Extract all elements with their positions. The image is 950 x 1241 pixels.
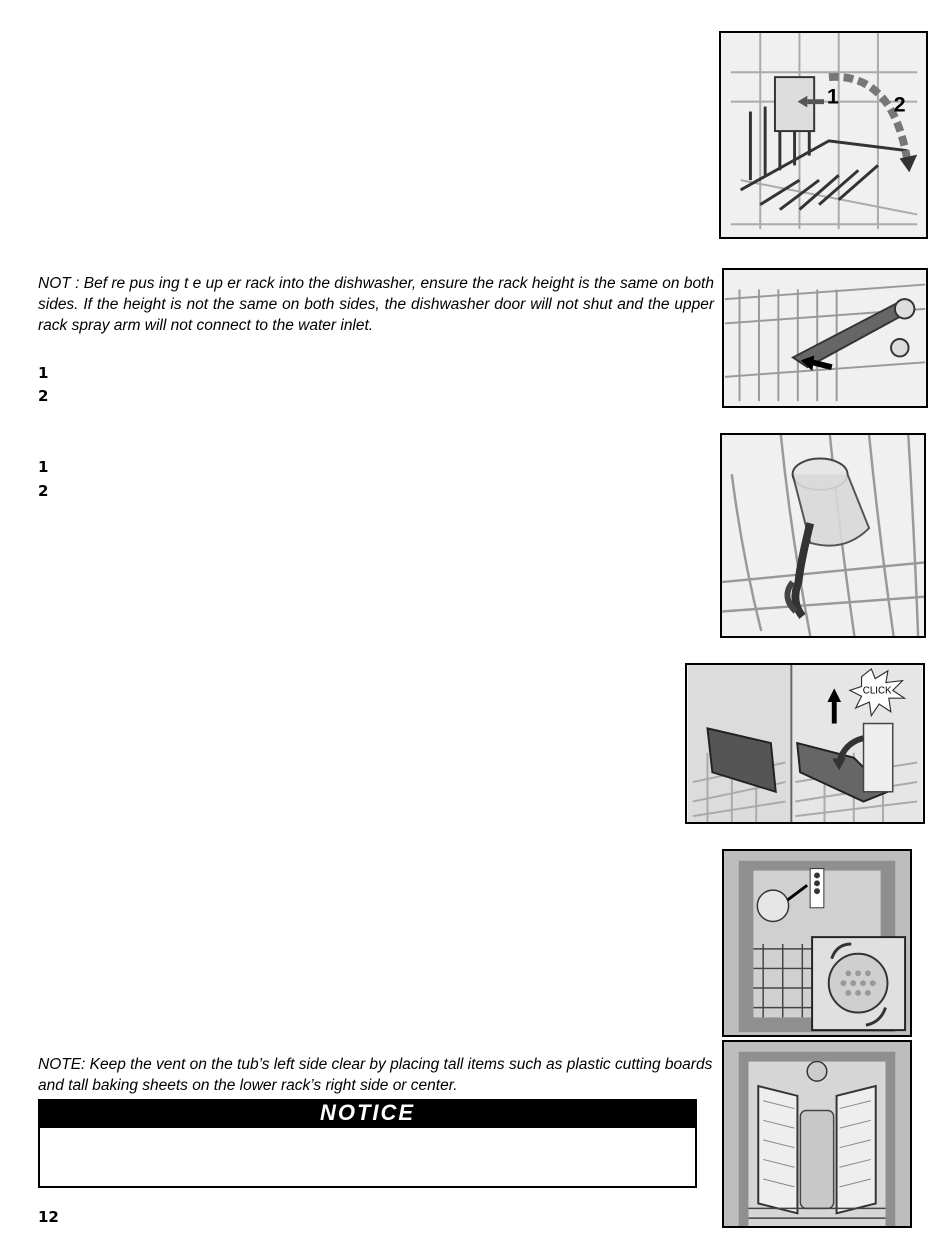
notice-title: NOTICE [38, 1099, 697, 1128]
step-number: 1 [38, 458, 49, 476]
figure-cup-holder [720, 433, 926, 638]
spray-arm-illustration [724, 270, 926, 406]
lower-rack-illustration [724, 1042, 910, 1226]
step-number: 2 [38, 482, 49, 500]
rack-adjust-illustration [721, 33, 926, 237]
figure-vent [722, 849, 912, 1037]
notice-box [38, 1128, 697, 1188]
vent-illustration [724, 851, 910, 1035]
figure-label-1: 1 [826, 83, 839, 109]
cup-holder-illustration [722, 435, 924, 636]
page-number: 12 [38, 1208, 59, 1226]
folding-tines-illustration [687, 665, 923, 822]
step-number: 1 [38, 364, 49, 382]
figure-label-2: 2 [893, 91, 906, 117]
click-label: CLICK [862, 685, 892, 697]
step-number: 2 [38, 387, 49, 405]
figure-rack-adjust [719, 31, 928, 239]
figure-lower-rack [722, 1040, 912, 1228]
rack-height-note: NOT : Bef re pus ing t e up er rack into the dishwasher, ensure the rack height is the same on both sides. If the height is not the same on both sides, the dishwasher door will not shut and the upper rack spray arm will not connect to the water inlet. [38, 275, 714, 334]
figure-folding-tines [685, 663, 925, 824]
vent-note: NOTE: Keep the vent on the tub’s left side clear by placing tall items such as plastic cutting boards and tall baking sheets on the lower rack’s right side or center. [38, 1056, 713, 1094]
figure-spray-arm [722, 268, 928, 408]
